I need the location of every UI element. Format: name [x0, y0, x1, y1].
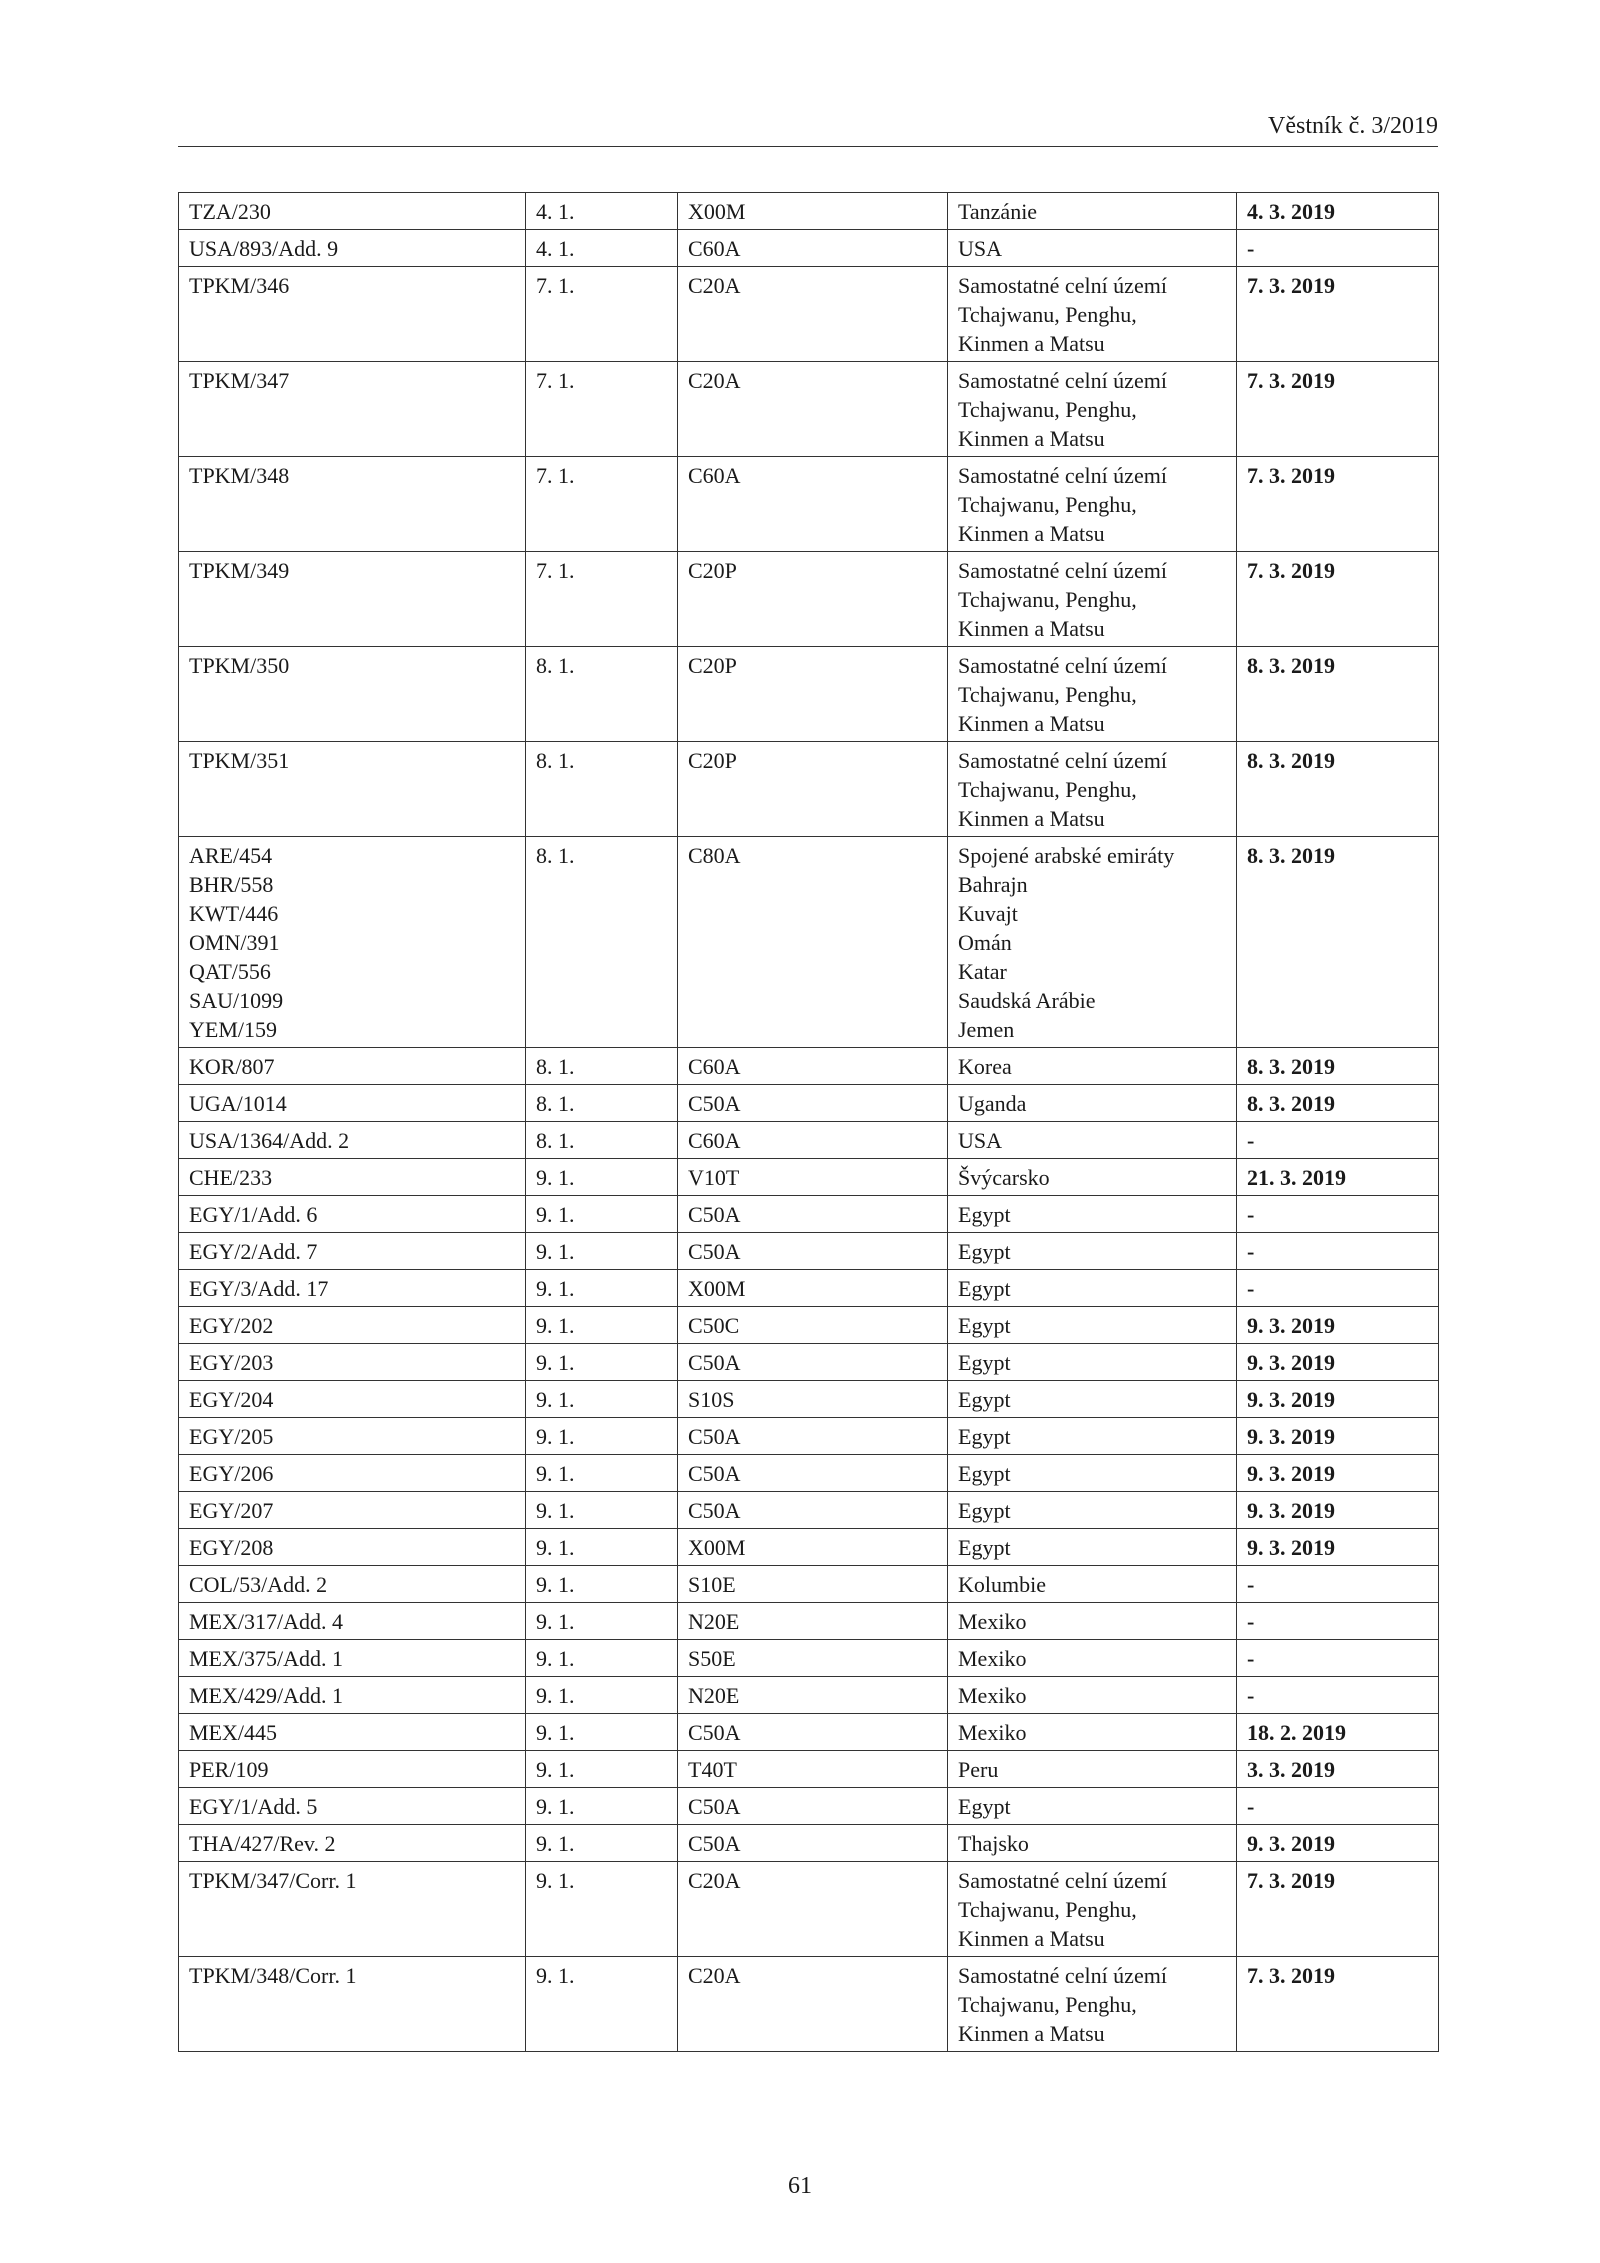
cell-symbol: TPKM/347 — [179, 362, 526, 457]
cell-symbol: PER/109 — [179, 1751, 526, 1788]
cell-deadline: 8. 3. 2019 — [1237, 837, 1439, 1048]
cell-symbol: TPKM/348/Corr. 1 — [179, 1957, 526, 2052]
cell-country: Kolumbie — [948, 1566, 1237, 1603]
cell-code: C50A — [678, 1344, 948, 1381]
cell-country: Mexiko — [948, 1714, 1237, 1751]
cell-symbol: EGY/203 — [179, 1344, 526, 1381]
cell-date: 9. 1. — [526, 1566, 678, 1603]
cell-code: C60A — [678, 230, 948, 267]
cell-deadline: 9. 3. 2019 — [1237, 1307, 1439, 1344]
cell-date: 7. 1. — [526, 267, 678, 362]
cell-country: Korea — [948, 1048, 1237, 1085]
table-row — [179, 647, 1439, 742]
cell-date: 4. 1. — [526, 193, 678, 230]
cell-symbol: KOR/807 — [179, 1048, 526, 1085]
cell-code: C60A — [678, 457, 948, 552]
cell-symbol: EGY/202 — [179, 1307, 526, 1344]
cell-country: Egypt — [948, 1788, 1237, 1825]
cell-code: C50A — [678, 1085, 948, 1122]
cell-country: Egypt — [948, 1529, 1237, 1566]
cell-date: 9. 1. — [526, 1270, 678, 1307]
table-row — [179, 1418, 1439, 1455]
cell-date: 9. 1. — [526, 1529, 678, 1566]
cell-symbol: ARE/454 BHR/558 KWT/446 OMN/391 QAT/556 SAU/1099 YEM/159 — [179, 837, 526, 1048]
table-row — [179, 1122, 1439, 1159]
cell-deadline: - — [1237, 1677, 1439, 1714]
cell-date: 8. 1. — [526, 1122, 678, 1159]
cell-code: C60A — [678, 1048, 948, 1085]
table-row — [179, 1566, 1439, 1603]
cell-deadline: 8. 3. 2019 — [1237, 647, 1439, 742]
cell-symbol: EGY/2/Add. 7 — [179, 1233, 526, 1270]
cell-date: 7. 1. — [526, 457, 678, 552]
cell-date: 9. 1. — [526, 1603, 678, 1640]
cell-deadline: 7. 3. 2019 — [1237, 552, 1439, 647]
cell-country: Spojené arabské emiráty Bahrajn Kuvajt Omán Katar Saudská Arábie Jemen — [948, 837, 1237, 1048]
cell-code: C20A — [678, 1862, 948, 1957]
cell-code: C50A — [678, 1788, 948, 1825]
cell-code: S50E — [678, 1640, 948, 1677]
cell-symbol: THA/427/Rev. 2 — [179, 1825, 526, 1862]
cell-symbol: TZA/230 — [179, 193, 526, 230]
cell-code: C50A — [678, 1714, 948, 1751]
table-row — [179, 362, 1439, 457]
cell-date: 8. 1. — [526, 837, 678, 1048]
cell-deadline: - — [1237, 1603, 1439, 1640]
cell-country: Samostatné celní území Tchajwanu, Penghu, Kinmen a Matsu — [948, 1862, 1237, 1957]
cell-code: X00M — [678, 1270, 948, 1307]
table-body — [179, 193, 1439, 2052]
cell-date: 8. 1. — [526, 1085, 678, 1122]
cell-code: C50A — [678, 1418, 948, 1455]
cell-deadline: - — [1237, 1640, 1439, 1677]
cell-symbol: TPKM/348 — [179, 457, 526, 552]
cell-country: Mexiko — [948, 1677, 1237, 1714]
cell-deadline: 21. 3. 2019 — [1237, 1159, 1439, 1196]
cell-country: Egypt — [948, 1418, 1237, 1455]
cell-deadline: - — [1237, 1566, 1439, 1603]
cell-country: Mexiko — [948, 1640, 1237, 1677]
cell-deadline: 9. 3. 2019 — [1237, 1381, 1439, 1418]
table-row — [179, 1344, 1439, 1381]
cell-date: 9. 1. — [526, 1344, 678, 1381]
cell-deadline: 9. 3. 2019 — [1237, 1455, 1439, 1492]
cell-date: 9. 1. — [526, 1957, 678, 2052]
cell-date: 9. 1. — [526, 1492, 678, 1529]
cell-country: Samostatné celní území Tchajwanu, Penghu, Kinmen a Matsu — [948, 647, 1237, 742]
cell-symbol: EGY/207 — [179, 1492, 526, 1529]
cell-deadline: - — [1237, 230, 1439, 267]
cell-code: T40T — [678, 1751, 948, 1788]
cell-code: C60A — [678, 1122, 948, 1159]
cell-deadline: 8. 3. 2019 — [1237, 1048, 1439, 1085]
cell-date: 8. 1. — [526, 742, 678, 837]
cell-symbol: EGY/206 — [179, 1455, 526, 1492]
cell-country: Uganda — [948, 1085, 1237, 1122]
table-row — [179, 1603, 1439, 1640]
cell-date: 9. 1. — [526, 1788, 678, 1825]
cell-code: S10S — [678, 1381, 948, 1418]
table-row — [179, 1492, 1439, 1529]
cell-code: S10E — [678, 1566, 948, 1603]
cell-symbol: USA/1364/Add. 2 — [179, 1122, 526, 1159]
table-row — [179, 1196, 1439, 1233]
cell-country: USA — [948, 1122, 1237, 1159]
cell-date: 9. 1. — [526, 1751, 678, 1788]
cell-deadline: 7. 3. 2019 — [1237, 1862, 1439, 1957]
cell-deadline: 9. 3. 2019 — [1237, 1825, 1439, 1862]
cell-code: N20E — [678, 1603, 948, 1640]
cell-date: 9. 1. — [526, 1862, 678, 1957]
table-row — [179, 1048, 1439, 1085]
cell-country: USA — [948, 230, 1237, 267]
cell-code: X00M — [678, 1529, 948, 1566]
cell-code: C20P — [678, 647, 948, 742]
cell-deadline: 4. 3. 2019 — [1237, 193, 1439, 230]
table-row — [179, 1307, 1439, 1344]
cell-deadline: - — [1237, 1122, 1439, 1159]
cell-country: Egypt — [948, 1233, 1237, 1270]
cell-country: Egypt — [948, 1492, 1237, 1529]
cell-country: Samostatné celní území Tchajwanu, Penghu, Kinmen a Matsu — [948, 552, 1237, 647]
cell-symbol: EGY/1/Add. 6 — [179, 1196, 526, 1233]
cell-deadline: 9. 3. 2019 — [1237, 1529, 1439, 1566]
cell-symbol: TPKM/350 — [179, 647, 526, 742]
cell-deadline: - — [1237, 1233, 1439, 1270]
table-row — [179, 1233, 1439, 1270]
cell-deadline: 7. 3. 2019 — [1237, 1957, 1439, 2052]
cell-symbol: CHE/233 — [179, 1159, 526, 1196]
cell-symbol: USA/893/Add. 9 — [179, 230, 526, 267]
cell-symbol: MEX/445 — [179, 1714, 526, 1751]
bulletin-header: Věstník č. 3/2019 — [1268, 113, 1438, 139]
table-row — [179, 1788, 1439, 1825]
cell-symbol: MEX/429/Add. 1 — [179, 1677, 526, 1714]
table-row — [179, 552, 1439, 647]
cell-date: 7. 1. — [526, 362, 678, 457]
cell-symbol: EGY/1/Add. 5 — [179, 1788, 526, 1825]
table-row — [179, 1751, 1439, 1788]
cell-date: 9. 1. — [526, 1455, 678, 1492]
cell-date: 9. 1. — [526, 1233, 678, 1270]
table-row — [179, 457, 1439, 552]
cell-deadline: - — [1237, 1788, 1439, 1825]
cell-country: Samostatné celní území Tchajwanu, Penghu, Kinmen a Matsu — [948, 1957, 1237, 2052]
cell-code: C20P — [678, 742, 948, 837]
cell-deadline: 18. 2. 2019 — [1237, 1714, 1439, 1751]
cell-code: C80A — [678, 837, 948, 1048]
cell-country: Samostatné celní území Tchajwanu, Penghu, Kinmen a Matsu — [948, 457, 1237, 552]
cell-symbol: TPKM/346 — [179, 267, 526, 362]
cell-code: C50A — [678, 1825, 948, 1862]
cell-code: C50C — [678, 1307, 948, 1344]
cell-date: 9. 1. — [526, 1677, 678, 1714]
cell-country: Egypt — [948, 1381, 1237, 1418]
cell-date: 9. 1. — [526, 1640, 678, 1677]
cell-date: 9. 1. — [526, 1307, 678, 1344]
cell-deadline: 3. 3. 2019 — [1237, 1751, 1439, 1788]
cell-country: Samostatné celní území Tchajwanu, Penghu, Kinmen a Matsu — [948, 267, 1237, 362]
cell-deadline: 9. 3. 2019 — [1237, 1418, 1439, 1455]
cell-date: 9. 1. — [526, 1196, 678, 1233]
table-row — [179, 1957, 1439, 2052]
table-row — [179, 230, 1439, 267]
cell-date: 9. 1. — [526, 1381, 678, 1418]
table-row — [179, 1270, 1439, 1307]
cell-symbol: TPKM/347/Corr. 1 — [179, 1862, 526, 1957]
header-rule — [178, 146, 1438, 147]
table-row — [179, 1085, 1439, 1122]
cell-symbol: COL/53/Add. 2 — [179, 1566, 526, 1603]
cell-code: C20P — [678, 552, 948, 647]
cell-code: C50A — [678, 1492, 948, 1529]
cell-symbol: EGY/204 — [179, 1381, 526, 1418]
cell-symbol: MEX/375/Add. 1 — [179, 1640, 526, 1677]
cell-date: 9. 1. — [526, 1418, 678, 1455]
table-row — [179, 1381, 1439, 1418]
cell-deadline: 7. 3. 2019 — [1237, 457, 1439, 552]
cell-code: C50A — [678, 1196, 948, 1233]
cell-deadline: 9. 3. 2019 — [1237, 1344, 1439, 1381]
cell-date: 9. 1. — [526, 1714, 678, 1751]
cell-deadline: - — [1237, 1270, 1439, 1307]
cell-country: Egypt — [948, 1455, 1237, 1492]
table-row — [179, 1455, 1439, 1492]
table-row — [179, 837, 1439, 1048]
cell-deadline: 7. 3. 2019 — [1237, 362, 1439, 457]
cell-code: X00M — [678, 193, 948, 230]
cell-country: Egypt — [948, 1307, 1237, 1344]
cell-symbol: EGY/208 — [179, 1529, 526, 1566]
cell-deadline: 7. 3. 2019 — [1237, 267, 1439, 362]
cell-code: N20E — [678, 1677, 948, 1714]
cell-country: Egypt — [948, 1270, 1237, 1307]
cell-deadline: - — [1237, 1196, 1439, 1233]
cell-country: Peru — [948, 1751, 1237, 1788]
cell-deadline: 8. 3. 2019 — [1237, 742, 1439, 837]
table-row — [179, 742, 1439, 837]
cell-code: C50A — [678, 1455, 948, 1492]
table-row — [179, 1825, 1439, 1862]
cell-country: Thajsko — [948, 1825, 1237, 1862]
cell-country: Švýcarsko — [948, 1159, 1237, 1196]
table-row — [179, 1714, 1439, 1751]
notifications-table — [178, 192, 1439, 2052]
cell-date: 9. 1. — [526, 1159, 678, 1196]
cell-country: Tanzánie — [948, 193, 1237, 230]
cell-symbol: EGY/205 — [179, 1418, 526, 1455]
cell-deadline: 9. 3. 2019 — [1237, 1492, 1439, 1529]
cell-code: C50A — [678, 1233, 948, 1270]
cell-code: V10T — [678, 1159, 948, 1196]
table-row — [179, 1640, 1439, 1677]
table-row — [179, 1159, 1439, 1196]
cell-date: 8. 1. — [526, 1048, 678, 1085]
cell-code: C20A — [678, 267, 948, 362]
cell-country: Egypt — [948, 1196, 1237, 1233]
table-row — [179, 1529, 1439, 1566]
cell-code: C20A — [678, 1957, 948, 2052]
cell-symbol: EGY/3/Add. 17 — [179, 1270, 526, 1307]
table-row — [179, 1677, 1439, 1714]
cell-country: Egypt — [948, 1344, 1237, 1381]
cell-country: Samostatné celní území Tchajwanu, Penghu, Kinmen a Matsu — [948, 362, 1237, 457]
cell-symbol: MEX/317/Add. 4 — [179, 1603, 526, 1640]
cell-country: Mexiko — [948, 1603, 1237, 1640]
page-number: 61 — [788, 2173, 812, 2199]
cell-code: C20A — [678, 362, 948, 457]
cell-symbol: TPKM/349 — [179, 552, 526, 647]
table-row — [179, 193, 1439, 230]
cell-date: 9. 1. — [526, 1825, 678, 1862]
cell-date: 4. 1. — [526, 230, 678, 267]
table-row — [179, 267, 1439, 362]
cell-country: Samostatné celní území Tchajwanu, Penghu, Kinmen a Matsu — [948, 742, 1237, 837]
cell-symbol: TPKM/351 — [179, 742, 526, 837]
cell-date: 8. 1. — [526, 647, 678, 742]
cell-date: 7. 1. — [526, 552, 678, 647]
cell-symbol: UGA/1014 — [179, 1085, 526, 1122]
table-row — [179, 1862, 1439, 1957]
cell-deadline: 8. 3. 2019 — [1237, 1085, 1439, 1122]
